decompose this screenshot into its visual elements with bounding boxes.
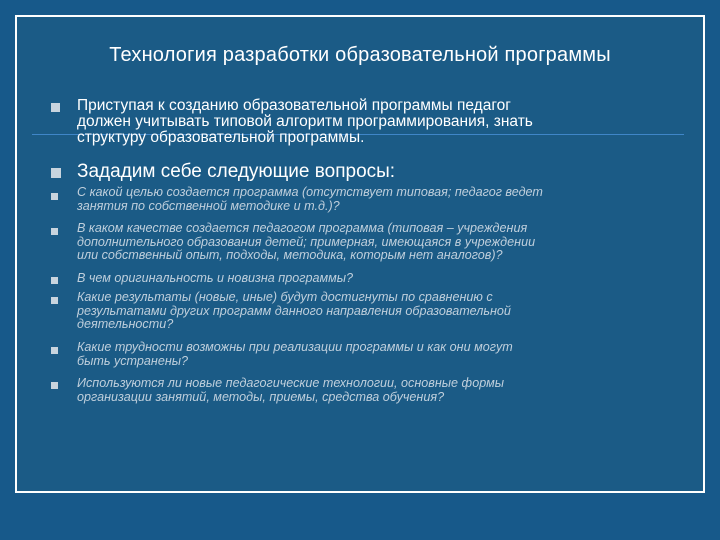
question-text: В каком качестве создается педагогом программа (типовая – учреждения дополнительного образования детей; примерная, имеющаяся в учреждении или собственный опыт, подходы, методика, которым нет аналогов)? [77,221,536,262]
square-bullet-icon [51,277,58,284]
question-text: Какие трудности возможны при реализации программы и как они могут быть устранены? [77,340,513,368]
square-bullet-icon [51,168,61,178]
slide-title: Технология разработки образовательной программы [109,44,611,66]
question-text: С какой целью создается программа (отсутствует типовая; педагог ведет занятия по собственной методике и т.д.)? [77,185,543,213]
square-bullet-icon [51,297,58,304]
square-bullet-icon [51,103,60,112]
square-bullet-icon [51,382,58,389]
question-text: В чем оригинальность и новизна программы? [77,271,353,285]
lead-text: Зададим себе следующие вопросы: [77,161,396,182]
square-bullet-icon [51,193,58,200]
square-bullet-icon [51,228,58,235]
square-bullet-icon [51,347,58,354]
question-text: Какие результаты (новые, иные) будут достигнуты по сравнению с результатами других программ данного направления образовательной деятельности? [77,290,511,331]
intro-text: Приступая к созданию образовательной программы педагог должен учитывать типовой алгоритм программирования, знать структуру образовательной программы. [77,97,533,146]
question-text: Используются ли новые педагогические технологии, основные формы организации занятий, методы, приемы, средства обучения? [77,376,504,404]
